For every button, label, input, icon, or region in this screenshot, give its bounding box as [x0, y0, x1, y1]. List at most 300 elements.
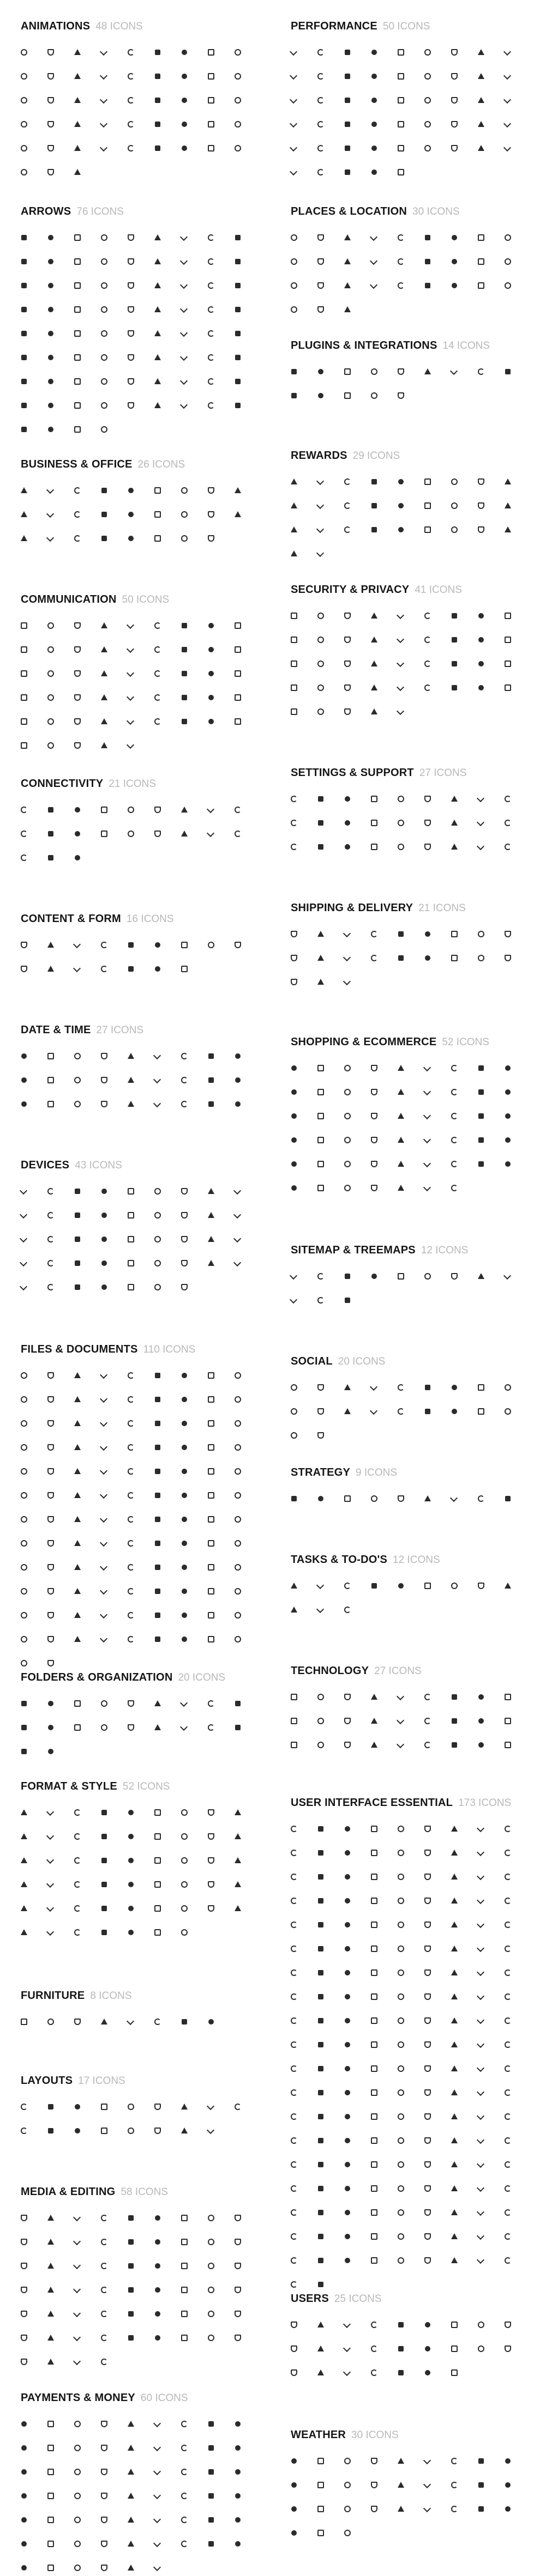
circle-icon [181, 1881, 188, 1888]
cup-icon [371, 1065, 377, 1071]
square-icon [208, 73, 214, 80]
section-title: USER INTERFACE ESSENTIAL [291, 1797, 453, 1809]
square-icon [505, 613, 511, 619]
section-title: FORMAT & STYLE [21, 1780, 117, 1792]
triangle-icon [478, 73, 484, 79]
refresh-icon [424, 613, 431, 619]
circle-icon [235, 1516, 241, 1523]
dot-icon [505, 1065, 511, 1071]
block-icon [75, 1284, 80, 1290]
block-icon [235, 379, 241, 384]
cup-icon [101, 2565, 107, 2571]
cup-icon [154, 2104, 161, 2110]
square-icon [74, 1724, 81, 1731]
cup-icon [424, 2185, 431, 2192]
triangle-icon [235, 1881, 241, 1887]
dot-icon [235, 1101, 241, 1107]
cup-icon [424, 1874, 431, 1880]
circle-icon [101, 234, 107, 241]
triangle-icon [74, 1612, 81, 1618]
dot-icon [182, 1613, 187, 1618]
cup-icon [371, 1185, 377, 1191]
cup-icon [235, 2335, 241, 2341]
block-icon [128, 2335, 134, 2341]
triangle-icon [47, 966, 54, 972]
chevron-icon [20, 1259, 27, 1266]
triangle-icon [235, 1905, 241, 1911]
square-icon [21, 646, 27, 653]
square-icon [505, 1742, 511, 1748]
refresh-icon [154, 694, 161, 701]
section-count: 173 ICONS [458, 1797, 512, 1809]
chevron-icon [100, 1491, 107, 1499]
square-icon [74, 282, 81, 289]
circle-icon [344, 2458, 351, 2464]
chevron-icon [46, 1880, 54, 1888]
square-icon [478, 1384, 484, 1391]
circle-icon [208, 2239, 214, 2245]
chevron-icon [153, 2492, 161, 2499]
refresh-icon [101, 2263, 107, 2269]
section-count: 20 ICONS [338, 1356, 386, 1367]
chevron-icon [100, 1539, 107, 1547]
section-count: 17 ICONS [78, 2075, 125, 2087]
triangle-icon [47, 2311, 54, 2317]
cup-icon [344, 1742, 351, 1748]
refresh-icon [291, 844, 297, 850]
square-icon [235, 622, 241, 629]
chevron-icon [233, 1211, 241, 1219]
dot-icon [478, 1694, 484, 1700]
triangle-icon [398, 2482, 404, 2488]
dot-icon [48, 355, 53, 360]
refresh-icon [74, 535, 81, 542]
square-icon [505, 684, 511, 691]
block-icon [155, 1421, 160, 1426]
circle-icon [154, 1236, 161, 1242]
cup-icon [47, 121, 54, 128]
dot-icon [345, 1874, 350, 1880]
section-title: CONNECTIVITY [21, 778, 104, 790]
refresh-icon [291, 1898, 297, 1904]
section-title: DEVICES [21, 1159, 70, 1171]
cup-icon [317, 1384, 324, 1391]
triangle-icon [371, 1718, 377, 1724]
cup-icon [478, 526, 484, 533]
section-technology [291, 1664, 422, 1677]
chevron-icon [397, 683, 404, 691]
dot-icon [21, 1101, 27, 1107]
block-icon [155, 1589, 160, 1594]
dot-icon [291, 1185, 297, 1191]
triangle-icon [21, 535, 27, 541]
cup-icon [47, 73, 54, 80]
chevron-icon [73, 2333, 81, 2341]
circle-icon [317, 708, 324, 715]
dot-icon [182, 122, 187, 127]
triangle-icon [451, 1850, 458, 1856]
block-icon [291, 369, 297, 374]
dot-icon [75, 2104, 80, 2110]
circle-icon [398, 2089, 404, 2096]
triangle-icon [398, 1161, 404, 1167]
square-icon [128, 1236, 134, 1242]
circle-icon [478, 955, 484, 961]
triangle-icon [451, 1922, 458, 1928]
dot-icon [182, 1445, 187, 1450]
cup-icon [398, 392, 404, 399]
dot-icon [291, 2506, 297, 2512]
chevron-icon [180, 329, 188, 337]
dot-icon [75, 855, 80, 860]
cup-icon [424, 2041, 431, 2048]
refresh-icon [451, 2458, 458, 2464]
square-icon [208, 1564, 214, 1571]
circle-icon [101, 402, 107, 409]
square-icon [208, 1588, 214, 1595]
circle-icon [291, 1408, 297, 1415]
square-icon [371, 2041, 377, 2048]
block-icon [101, 488, 107, 493]
block-icon [101, 1858, 107, 1863]
dot-icon [235, 2445, 241, 2451]
cup-icon [398, 1495, 404, 1502]
square-icon [398, 73, 404, 80]
cup-icon [424, 1993, 431, 2000]
refresh-icon [505, 2113, 511, 2120]
chevron-icon [477, 2136, 484, 2144]
triangle-icon [154, 1724, 161, 1730]
square-icon [317, 2458, 324, 2464]
circle-icon [21, 1468, 27, 1475]
refresh-icon [74, 1881, 81, 1888]
square-icon [371, 1945, 377, 1952]
circle-icon [344, 2506, 351, 2512]
circle-icon [398, 1826, 404, 1832]
dot-icon [345, 2234, 350, 2239]
circle-icon [21, 1636, 27, 1642]
dot-icon [478, 685, 484, 690]
dot-icon [155, 966, 160, 972]
block-icon [101, 1930, 107, 1935]
square-icon [424, 526, 431, 533]
refresh-icon [317, 121, 324, 128]
block-icon [345, 74, 350, 79]
cup-icon [451, 145, 458, 151]
circle-icon [398, 2137, 404, 2144]
refresh-icon [317, 1297, 324, 1304]
circle-icon [47, 694, 54, 701]
chevron-icon [370, 281, 377, 289]
square-icon [398, 169, 404, 175]
refresh-icon [505, 2185, 511, 2192]
section-count: 9 ICONS [356, 1467, 398, 1478]
chevron-icon [46, 1808, 54, 1816]
circle-icon [344, 1137, 351, 1143]
chevron-icon [343, 930, 351, 937]
refresh-icon [181, 2517, 188, 2523]
circle-icon [371, 1495, 377, 1502]
refresh-icon [291, 1874, 297, 1880]
block-icon [318, 1850, 323, 1856]
chevron-icon [503, 72, 511, 80]
section-date-time [21, 1023, 143, 1037]
dot-icon [291, 2530, 297, 2536]
triangle-icon [451, 1969, 458, 1975]
block-icon [101, 1834, 107, 1839]
triangle-icon [154, 330, 161, 336]
cup-icon [424, 2065, 431, 2072]
circle-icon [47, 718, 54, 725]
chevron-icon [127, 717, 134, 725]
section-title: ARROWS [21, 205, 71, 217]
block-icon [208, 1101, 214, 1107]
circle-icon [181, 487, 188, 494]
refresh-icon [208, 1700, 214, 1707]
chevron-icon [423, 2505, 431, 2512]
cup-icon [344, 637, 351, 643]
cup-icon [235, 2239, 241, 2245]
refresh-icon [317, 73, 324, 80]
chevron-icon [100, 1443, 107, 1451]
circle-icon [74, 2469, 81, 2475]
triangle-icon [478, 145, 484, 151]
section-title: TASKS & TO-DO'S [291, 1554, 388, 1566]
chevron-icon [503, 96, 511, 104]
circle-icon [208, 2215, 214, 2221]
section-count: 41 ICONS [415, 584, 462, 596]
triangle-icon [128, 2517, 134, 2523]
circle-icon [101, 330, 107, 337]
triangle-icon [291, 478, 297, 484]
refresh-icon [317, 145, 324, 151]
circle-icon [74, 2541, 81, 2547]
square-icon [74, 1700, 81, 1707]
square-icon [398, 1273, 404, 1280]
circle-icon [291, 306, 297, 313]
block-icon [21, 355, 27, 360]
block-icon [318, 2066, 323, 2071]
square-icon [181, 942, 188, 948]
chevron-icon [73, 2286, 81, 2293]
dot-icon [128, 1882, 134, 1887]
circle-icon [344, 1065, 351, 1071]
triangle-icon [74, 1540, 81, 1546]
dot-icon [208, 2019, 214, 2025]
block-icon [208, 2517, 214, 2523]
block-icon [101, 536, 107, 541]
circle-icon [21, 1612, 27, 1619]
refresh-icon [291, 2257, 297, 2264]
block-icon [425, 1385, 430, 1390]
dot-icon [478, 613, 484, 619]
block-icon [478, 1089, 484, 1095]
refresh-icon [505, 2065, 511, 2072]
triangle-icon [398, 2506, 404, 2512]
chevron-icon [20, 1187, 27, 1195]
block-icon [318, 2186, 323, 2191]
refresh-icon [47, 1260, 54, 1266]
circle-icon [317, 684, 324, 691]
refresh-icon [21, 854, 27, 861]
dot-icon [398, 1583, 404, 1589]
chevron-icon [477, 1920, 484, 1928]
circle-icon [424, 145, 431, 151]
block-icon [425, 1409, 430, 1414]
chevron-icon [477, 1848, 484, 1856]
square-icon [344, 392, 351, 399]
section-count: 48 ICONS [95, 21, 143, 32]
square-icon [505, 660, 511, 667]
square-icon [398, 49, 404, 56]
dot-icon [505, 2482, 511, 2488]
chevron-icon [423, 2481, 431, 2488]
dot-icon [345, 844, 350, 850]
square-icon [371, 820, 377, 826]
circle-icon [21, 1444, 27, 1451]
block-icon [478, 2458, 484, 2464]
refresh-icon [74, 1809, 81, 1816]
cup-icon [398, 368, 404, 375]
triangle-icon [317, 955, 324, 961]
cup-icon [21, 2239, 27, 2245]
square-icon [371, 2113, 377, 2120]
cup-icon [101, 2517, 107, 2523]
refresh-icon [21, 831, 27, 837]
square-icon [47, 2517, 54, 2523]
square-icon [317, 2506, 324, 2512]
block-icon [208, 2493, 214, 2499]
triangle-icon [74, 1516, 81, 1522]
refresh-icon [101, 966, 107, 972]
dot-icon [505, 2506, 511, 2512]
chevron-icon [127, 621, 134, 629]
circle-icon [101, 426, 107, 433]
triangle-icon [74, 121, 81, 127]
chevron-icon [477, 1944, 484, 1952]
square-icon [101, 831, 107, 837]
block-icon [155, 1541, 160, 1546]
cup-icon [424, 820, 431, 826]
section-format-style [21, 1780, 170, 1793]
refresh-icon [128, 1612, 134, 1619]
block-icon [478, 2482, 484, 2488]
circle-icon [344, 1161, 351, 1167]
chevron-icon [397, 1717, 404, 1724]
cup-icon [424, 2017, 431, 2024]
triangle-icon [317, 2345, 324, 2351]
circle-icon [47, 670, 54, 677]
section-security-privacy [291, 583, 462, 596]
block-icon [101, 1906, 107, 1911]
circle-icon [235, 1636, 241, 1642]
cup-icon [47, 1636, 54, 1642]
block-icon [208, 2421, 214, 2427]
block-icon [155, 98, 160, 103]
square-icon [451, 955, 458, 961]
section-count: 14 ICONS [442, 340, 490, 351]
refresh-icon [505, 1826, 511, 1832]
square-icon [154, 1857, 161, 1864]
circle-icon [21, 1540, 27, 1547]
triangle-icon [371, 684, 377, 690]
refresh-icon [47, 1212, 54, 1219]
cup-icon [291, 979, 297, 985]
block-icon [318, 1898, 323, 1904]
cup-icon [181, 1284, 188, 1290]
chevron-icon [477, 819, 484, 826]
section-count: 29 ICONS [352, 450, 400, 462]
section-title: SHOPPING & ECOMMERCE [291, 1036, 437, 1048]
dot-icon [425, 2322, 430, 2328]
block-icon [75, 1189, 80, 1194]
circle-icon [181, 1833, 188, 1840]
chevron-icon [477, 1872, 484, 1880]
square-icon [208, 1396, 214, 1403]
circle-icon [74, 2445, 81, 2451]
block-icon [318, 1874, 323, 1880]
square-icon [208, 97, 214, 104]
square-icon [317, 1089, 324, 1095]
square-icon [371, 2137, 377, 2144]
dot-icon [345, 2018, 350, 2023]
square-icon [371, 844, 377, 850]
cup-icon [181, 1260, 188, 1266]
square-icon [478, 1408, 484, 1415]
chevron-icon [477, 2160, 484, 2168]
cup-icon [344, 684, 351, 691]
block-icon [155, 1469, 160, 1474]
block-icon [371, 503, 377, 508]
dot-icon [101, 1237, 107, 1242]
refresh-icon [505, 1922, 511, 1928]
triangle-icon [505, 478, 511, 484]
dot-icon [345, 2090, 350, 2095]
cup-icon [424, 1969, 431, 1976]
square-icon [371, 2185, 377, 2192]
section-arrows [21, 205, 124, 218]
triangle-icon [21, 1857, 27, 1863]
triangle-icon [371, 660, 377, 666]
square-icon [291, 1718, 297, 1724]
cup-icon [208, 1881, 214, 1888]
dot-icon [21, 2517, 27, 2523]
triangle-icon [344, 1384, 351, 1390]
chevron-icon [233, 1187, 241, 1195]
cup-icon [47, 97, 54, 104]
dot-icon [345, 2210, 350, 2215]
cup-icon [291, 2345, 297, 2352]
cup-icon [74, 646, 81, 653]
triangle-icon [208, 1188, 214, 1194]
square-icon [208, 1540, 214, 1547]
square-icon [478, 234, 484, 241]
triangle-icon [317, 2369, 324, 2375]
triangle-icon [154, 306, 161, 312]
cup-icon [47, 1396, 54, 1403]
circle-icon [235, 1468, 241, 1475]
block-icon [398, 931, 404, 937]
chevron-icon [290, 120, 297, 128]
chevron-icon [423, 2457, 431, 2464]
circle-icon [101, 258, 107, 265]
cup-icon [101, 2469, 107, 2475]
cup-icon [74, 622, 81, 629]
square-icon [371, 1826, 377, 1832]
circle-icon [21, 145, 27, 151]
triangle-icon [128, 2469, 134, 2475]
refresh-icon [74, 511, 81, 518]
